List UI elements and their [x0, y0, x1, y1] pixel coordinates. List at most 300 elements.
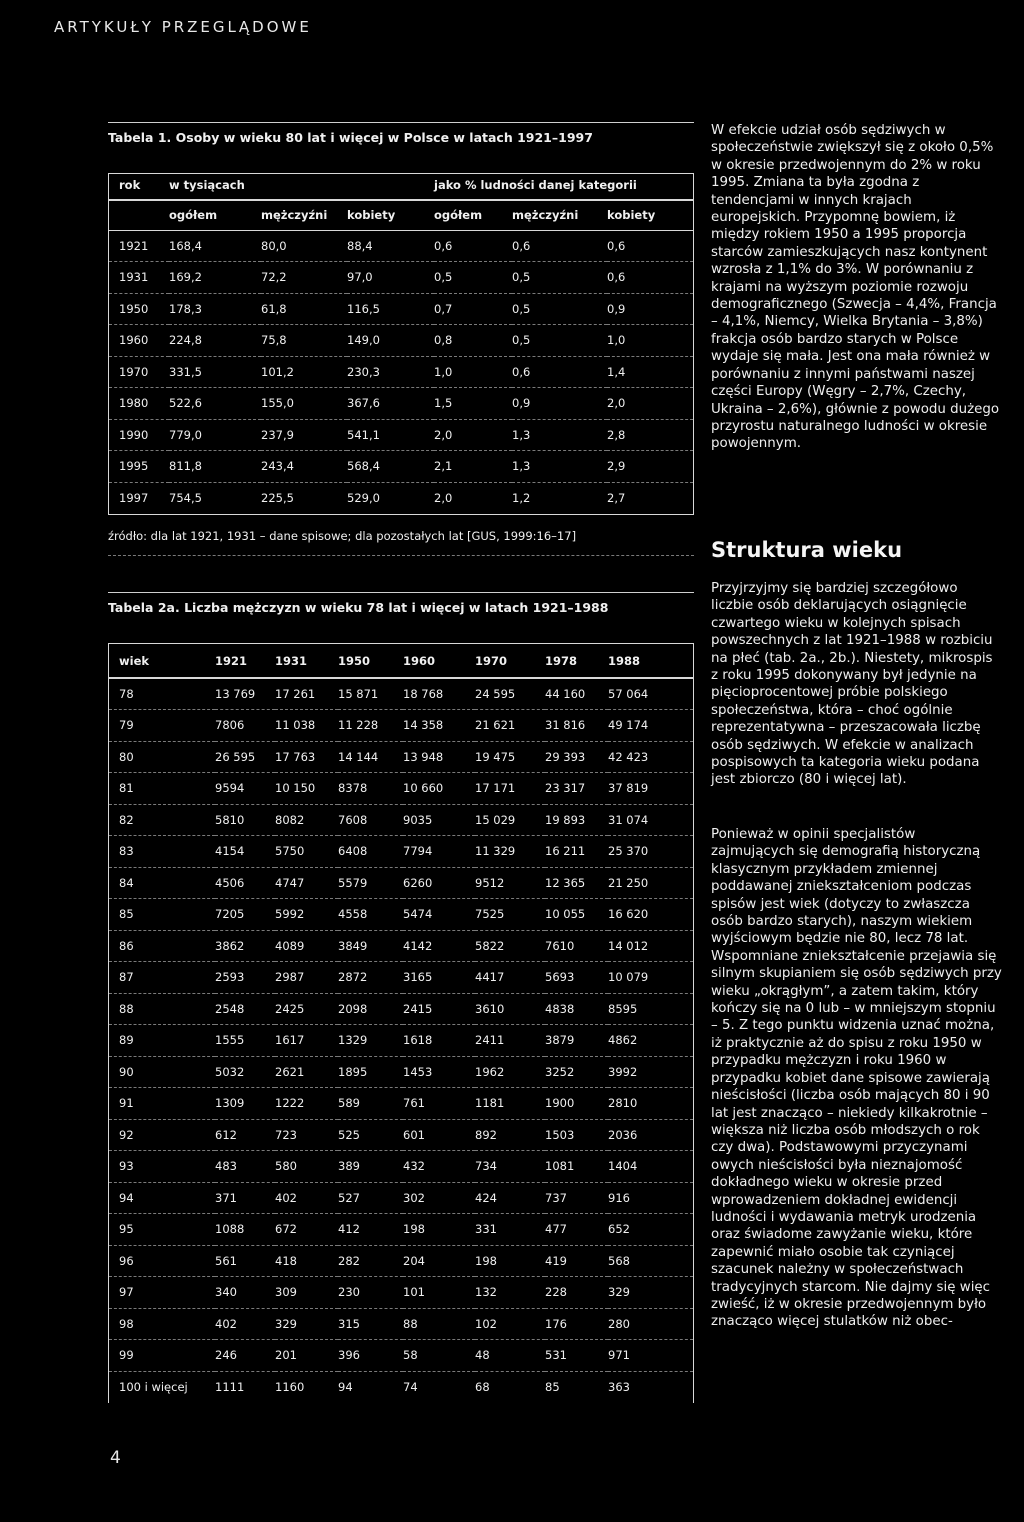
- table-cell: 329: [608, 1277, 693, 1309]
- table-cell: 75,8: [261, 325, 347, 357]
- table-cell: 7806: [215, 710, 275, 742]
- table-cell: 529,0: [347, 491, 380, 505]
- table-cell: 15 871: [338, 678, 403, 710]
- table-cell: 280: [608, 1308, 693, 1340]
- table-cell: 228: [545, 1277, 608, 1309]
- table-cell: 243,4: [261, 451, 347, 483]
- table-cell: 0,9: [512, 388, 607, 420]
- table-cell: 4558: [338, 899, 403, 931]
- table-2a-header: 1950: [338, 644, 403, 678]
- table-cell: 21 250: [608, 867, 693, 899]
- table-2a-caption: Tabela 2a. Liczba mężczyzn w wieku 78 lat i więcej w latach 1921–1988: [108, 600, 609, 615]
- table-cell: 42 423: [608, 741, 693, 773]
- row-label-cell: 1995: [109, 451, 169, 483]
- table-cell: 282: [338, 1245, 403, 1277]
- table-cell: 88: [403, 1308, 475, 1340]
- table-cell: 11 038: [275, 710, 338, 742]
- table-cell: 1,0: [434, 356, 512, 388]
- table-cell: 13 948: [403, 741, 475, 773]
- table-cell: 527: [338, 1182, 403, 1214]
- table-cell: 0,6: [512, 230, 607, 262]
- table-cell: 1329: [338, 1025, 403, 1057]
- table-cell: 568,4: [347, 451, 434, 483]
- table-cell: 5822: [475, 930, 545, 962]
- table-cell: 412: [338, 1214, 403, 1246]
- table-cell: 6408: [338, 836, 403, 868]
- table-cell: 14 012: [608, 930, 693, 962]
- table-cell: 7610: [545, 930, 608, 962]
- table-1: [108, 122, 694, 556]
- table-cell: 1962: [475, 1056, 545, 1088]
- table-cell: 315: [338, 1308, 403, 1340]
- row-label-cell: 84: [109, 867, 215, 899]
- table-cell: 2,0: [434, 491, 453, 505]
- table-cell: 3862: [215, 930, 275, 962]
- table-cell: 396: [338, 1340, 403, 1372]
- table-1-subheader: ogółem: [169, 200, 261, 230]
- table-cell: 340: [215, 1277, 275, 1309]
- table-cell: 4089: [275, 930, 338, 962]
- table-cell: 2621: [275, 1056, 338, 1088]
- table-cell: 371: [215, 1182, 275, 1214]
- table-cell: 4838: [545, 993, 608, 1025]
- table-row: [109, 262, 693, 294]
- table-cell: 101,2: [261, 356, 347, 388]
- row-label-cell: 90: [109, 1056, 215, 1088]
- table-cell: 176: [545, 1308, 608, 1340]
- table-cell: 7608: [338, 804, 403, 836]
- table-cell: 19 475: [475, 741, 545, 773]
- row-label-cell: 89: [109, 1025, 215, 1057]
- table-cell: 580: [275, 1151, 338, 1183]
- table-row: [109, 1277, 693, 1309]
- table-cell: 2593: [215, 962, 275, 994]
- table-cell: 17 763: [275, 741, 338, 773]
- table-cell: 1555: [215, 1025, 275, 1057]
- row-label-cell: 79: [109, 710, 215, 742]
- table-row: [109, 1214, 693, 1246]
- row-label-cell: 100 i więcej: [119, 1380, 188, 1394]
- table-cell: 68: [475, 1380, 490, 1394]
- table-cell: 85: [545, 1380, 560, 1394]
- table-cell: 237,9: [261, 419, 347, 451]
- table-cell: 0,6: [607, 230, 693, 262]
- row-label-cell: 1950: [109, 293, 169, 325]
- table-cell: 2,0: [434, 419, 512, 451]
- row-label-cell: 81: [109, 773, 215, 805]
- table-cell: 0,9: [607, 293, 693, 325]
- table-cell: 198: [475, 1245, 545, 1277]
- table-row: [109, 1119, 693, 1151]
- table-cell: 58: [403, 1340, 475, 1372]
- row-label-cell: 95: [109, 1214, 215, 1246]
- table-cell: 2415: [403, 993, 475, 1025]
- table-cell: 49 174: [608, 710, 693, 742]
- table-cell: 5992: [275, 899, 338, 931]
- table-cell: 0,5: [512, 325, 607, 357]
- table-cell: 11 228: [338, 710, 403, 742]
- row-label-cell: 1997: [119, 491, 149, 505]
- table-cell: 424: [475, 1182, 545, 1214]
- table-row: [109, 710, 693, 742]
- table-cell: 14 144: [338, 741, 403, 773]
- table-cell: 3165: [403, 962, 475, 994]
- table-cell: 8378: [338, 773, 403, 805]
- table-1-header-group-thousands: w tysiącach: [169, 174, 434, 200]
- table-cell: 1111: [215, 1380, 245, 1394]
- table-cell: 5474: [403, 899, 475, 931]
- row-label-cell: 1980: [109, 388, 169, 420]
- table-cell: 363: [608, 1380, 630, 1394]
- table-cell: 0,7: [434, 293, 512, 325]
- table-row: [109, 482, 693, 514]
- table-row: [109, 1056, 693, 1088]
- table-cell: 2036: [608, 1119, 693, 1151]
- table-row: [109, 993, 693, 1025]
- table-cell: 2411: [475, 1025, 545, 1057]
- table-cell: 102: [475, 1308, 545, 1340]
- section-heading: Struktura wieku: [711, 538, 903, 562]
- table-cell: 48: [475, 1340, 545, 1372]
- table-cell: 23 317: [545, 773, 608, 805]
- table-cell: 1404: [608, 1151, 693, 1183]
- table-cell: 7794: [403, 836, 475, 868]
- table-cell: 31 816: [545, 710, 608, 742]
- table-cell: 522,6: [169, 388, 261, 420]
- table-1-subheader: kobiety: [607, 200, 693, 230]
- row-label-cell: 91: [109, 1088, 215, 1120]
- table-cell: 3992: [608, 1056, 693, 1088]
- table-cell: 419: [545, 1245, 608, 1277]
- table-cell: 80,0: [261, 230, 347, 262]
- table-row: [109, 1340, 693, 1372]
- running-header: ARTYKUŁY PRZEGLĄDOWE: [54, 18, 312, 36]
- table-cell: 26 595: [215, 741, 275, 773]
- table-cell: 525: [338, 1119, 403, 1151]
- table-cell: 0,8: [434, 325, 512, 357]
- table-cell: 21 621: [475, 710, 545, 742]
- table-cell: 178,3: [169, 293, 261, 325]
- table-cell: 1181: [475, 1088, 545, 1120]
- table-cell: 402: [275, 1182, 338, 1214]
- table-2a: [108, 592, 694, 1403]
- table-row: [109, 451, 693, 483]
- table-row: [109, 419, 693, 451]
- table-row: [109, 325, 693, 357]
- table-cell: 230,3: [347, 356, 434, 388]
- table-cell: 149,0: [347, 325, 434, 357]
- table-cell: 331: [475, 1214, 545, 1246]
- table-cell: 0,6: [512, 356, 607, 388]
- table-cell: 169,2: [169, 262, 261, 294]
- table-row: [109, 741, 693, 773]
- table-cell: 2,8: [607, 419, 693, 451]
- table-cell: 1503: [545, 1119, 608, 1151]
- table-row: [109, 356, 693, 388]
- table-cell: 4154: [215, 836, 275, 868]
- table-row: [109, 230, 693, 262]
- table-cell: 57 064: [608, 678, 693, 710]
- table-row: [109, 678, 693, 710]
- table-row: [109, 930, 693, 962]
- table-cell: 4747: [275, 867, 338, 899]
- table-cell: 1895: [338, 1056, 403, 1088]
- table-row: [109, 773, 693, 805]
- table-cell: 2,7: [607, 491, 626, 505]
- table-cell: 2,0: [607, 388, 693, 420]
- table-cell: 2987: [275, 962, 338, 994]
- row-label-cell: 99: [109, 1340, 215, 1372]
- table-cell: 37 819: [608, 773, 693, 805]
- table-2a-header: 1970: [475, 644, 545, 678]
- table-cell: 201: [275, 1340, 338, 1372]
- table-cell: 892: [475, 1119, 545, 1151]
- row-label-cell: 93: [109, 1151, 215, 1183]
- table-cell: 24 595: [475, 678, 545, 710]
- table-2a-frame: [108, 643, 694, 1403]
- row-label-cell: 97: [109, 1277, 215, 1309]
- table-cell: 309: [275, 1277, 338, 1309]
- table-cell: 17 171: [475, 773, 545, 805]
- table-cell: 477: [545, 1214, 608, 1246]
- table-cell: 101: [403, 1277, 475, 1309]
- table-row: [109, 962, 693, 994]
- table-cell: 1,3: [512, 419, 607, 451]
- table-row: [109, 1151, 693, 1183]
- table-cell: 1,2: [512, 491, 531, 505]
- body-paragraph-2: Przyjrzyjmy się bardziej szczegółowo liczbie osób deklarujących osiągnięcie czwartego wieku w kolejnych spisach powszechnych z lat 1921–1988 w rozbiciu na płeć (tab. 2a., 2b.). Niestety, mikrospis z roku 1995 dokonywany był jedynie na pięcioprocentowej próbie polskiego społeczeństwa, która – choć ogólnie reprezentatywna – przeszacowała liczbę osób sędziwych. W efekcie w analizach pospisowych ta kategoria wieku podana jest zbiorczo (80 i więcej lat).: [711, 581, 993, 788]
- table-cell: 916: [608, 1182, 693, 1214]
- row-label-cell: 1931: [109, 262, 169, 294]
- table-cell: 10 055: [545, 899, 608, 931]
- table-cell: 61,8: [261, 293, 347, 325]
- table-2a-header: 1978: [545, 644, 608, 678]
- table-cell: 754,5: [169, 491, 202, 505]
- table-row: [109, 804, 693, 836]
- table-cell: 230: [338, 1277, 403, 1309]
- table-cell: 155,0: [261, 388, 347, 420]
- table-cell: 1081: [545, 1151, 608, 1183]
- table-1-subheader: mężczyźni: [512, 200, 607, 230]
- table-cell: 2810: [608, 1088, 693, 1120]
- table-cell: 168,4: [169, 230, 261, 262]
- table-1-header-group-percent: jako % ludności danej kategorii: [434, 174, 693, 200]
- row-label-cell: 98: [109, 1308, 215, 1340]
- table-cell: 18 768: [403, 678, 475, 710]
- table-cell: 1,5: [434, 388, 512, 420]
- table-cell: 4417: [475, 962, 545, 994]
- table-cell: 561: [215, 1245, 275, 1277]
- table-1-source-note: źródło: dla lat 1921, 1931 – dane spisowe; dla pozostałych lat [GUS, 1999:16–17]: [108, 529, 694, 556]
- table-cell: 5579: [338, 867, 403, 899]
- table-row: [109, 1182, 693, 1214]
- row-label-cell: 1921: [109, 230, 169, 262]
- table-cell: 723: [275, 1119, 338, 1151]
- table-cell: 2425: [275, 993, 338, 1025]
- row-label-cell: 96: [109, 1245, 215, 1277]
- table-1-frame: [108, 173, 694, 515]
- table-cell: 19 893: [545, 804, 608, 836]
- table-row: [109, 1245, 693, 1277]
- table-cell: 389: [338, 1151, 403, 1183]
- table-cell: 5693: [545, 962, 608, 994]
- table-row: [109, 1088, 693, 1120]
- table-row: [109, 1025, 693, 1057]
- table-cell: 3849: [338, 930, 403, 962]
- table-cell: 1617: [275, 1025, 338, 1057]
- table-cell: 1160: [275, 1380, 305, 1394]
- table-cell: 1453: [403, 1056, 475, 1088]
- table-cell: 3879: [545, 1025, 608, 1057]
- page-number: 4: [110, 1448, 121, 1468]
- table-1-body: [109, 230, 693, 514]
- table-cell: 1222: [275, 1088, 338, 1120]
- row-label-cell: 87: [109, 962, 215, 994]
- table-cell: 246: [215, 1340, 275, 1372]
- row-label-cell: 80: [109, 741, 215, 773]
- table-cell: 0,5: [512, 262, 607, 294]
- table-cell: 761: [403, 1088, 475, 1120]
- table-cell: 88,4: [347, 230, 434, 262]
- table-cell: 6260: [403, 867, 475, 899]
- table-cell: 5810: [215, 804, 275, 836]
- row-label-cell: 78: [109, 678, 215, 710]
- table-cell: 11 329: [475, 836, 545, 868]
- table-2a-header: 1931: [275, 644, 338, 678]
- row-label-cell: 92: [109, 1119, 215, 1151]
- table-cell: 44 160: [545, 678, 608, 710]
- table-cell: 4142: [403, 930, 475, 962]
- table-row: [109, 1308, 693, 1340]
- table-cell: 2548: [215, 993, 275, 1025]
- table-cell: 432: [403, 1151, 475, 1183]
- table-cell: 204: [403, 1245, 475, 1277]
- table-cell: 12 365: [545, 867, 608, 899]
- table-row: [109, 293, 693, 325]
- row-label-cell: 85: [109, 899, 215, 931]
- row-label-cell: 1970: [109, 356, 169, 388]
- table-cell: 971: [608, 1340, 693, 1372]
- row-label-cell: 83: [109, 836, 215, 868]
- table-1-header-rok: rok: [109, 174, 169, 200]
- table-cell: 612: [215, 1119, 275, 1151]
- table-cell: 4862: [608, 1025, 693, 1057]
- table-cell: 4506: [215, 867, 275, 899]
- table-cell: 0,5: [434, 262, 512, 294]
- table-2a-header: 1988: [608, 644, 693, 678]
- table-row: [109, 388, 693, 420]
- row-label-cell: 82: [109, 804, 215, 836]
- table-cell: 811,8: [169, 451, 261, 483]
- table-cell: 1618: [403, 1025, 475, 1057]
- body-paragraph-1: W efekcie udział osób sędziwych w społeczeństwie zwiększył się z około 0,5% w okresie przedwojennym do 2% w roku 1995. Zmiana ta była zgodna z tendencjami w innych krajach europejskich. Przypomnę bowiem, iż między rokiem 1950 a 1995 proporcja starców zamieszkujących nasz kontynent wzrosła z 1,1% do 3%. W porównaniu z krajami na wyższym poziomie rozwoju demograficznego (Szwecja – 4,4%, Francja – 4,1%, Niemcy, Wielka Brytania – 3,8%) frakcja osób bardzo starych w Polsce wydaje się mała. Jest ona mała również w porównaniu z innymi państwami naszej części Europy (Węgry – 2,7%, Czechy, Ukraina – 2,6%), głównie z powodu dużego przyrostu naturalnego ludności w okresie powojennym.: [711, 123, 1000, 452]
- table-cell: 1,0: [607, 325, 693, 357]
- table-cell: 29 393: [545, 741, 608, 773]
- table-cell: 2098: [338, 993, 403, 1025]
- table-cell: 10 079: [608, 962, 693, 994]
- table-2a-header: 1921: [215, 644, 275, 678]
- table-cell: 5750: [275, 836, 338, 868]
- table-cell: 8595: [608, 993, 693, 1025]
- table-2a-header: wiek: [109, 644, 215, 678]
- table-row: [109, 1371, 693, 1403]
- table-cell: 3252: [545, 1056, 608, 1088]
- table-1-subheader: mężczyźni: [261, 200, 347, 230]
- table-cell: 74: [403, 1380, 418, 1394]
- table-cell: 9035: [403, 804, 475, 836]
- table-cell: 329: [275, 1308, 338, 1340]
- table-cell: 31 074: [608, 804, 693, 836]
- table-1-caption: Tabela 1. Osoby w wieku 80 lat i więcej w Polsce w latach 1921–1997: [108, 130, 593, 145]
- table-cell: 483: [215, 1151, 275, 1183]
- table-cell: 402: [215, 1308, 275, 1340]
- table-cell: 10 150: [275, 773, 338, 805]
- table-cell: 25 370: [608, 836, 693, 868]
- table-cell: 7525: [475, 899, 545, 931]
- row-label-cell: 1960: [109, 325, 169, 357]
- table-cell: 2872: [338, 962, 403, 994]
- table-cell: 14 358: [403, 710, 475, 742]
- table-row: [109, 867, 693, 899]
- row-label-cell: 88: [109, 993, 215, 1025]
- table-1-subheader: ogółem: [434, 200, 512, 230]
- table-cell: 1,4: [607, 356, 693, 388]
- table-cell: 734: [475, 1151, 545, 1183]
- table-cell: 779,0: [169, 419, 261, 451]
- table-cell: 97,0: [347, 262, 434, 294]
- table-2a-body: [109, 678, 693, 1403]
- table-cell: 94: [338, 1380, 353, 1394]
- table-cell: 8082: [275, 804, 338, 836]
- table-1-subheader: kobiety: [347, 200, 434, 230]
- table-cell: 331,5: [169, 356, 261, 388]
- table-cell: 16 620: [608, 899, 693, 931]
- table-cell: 418: [275, 1245, 338, 1277]
- table-cell: 10 660: [403, 773, 475, 805]
- table-cell: 2,9: [607, 451, 693, 483]
- table-cell: 9512: [475, 867, 545, 899]
- table-cell: 13 769: [215, 678, 275, 710]
- table-cell: 737: [545, 1182, 608, 1214]
- table-cell: 9594: [215, 773, 275, 805]
- table-cell: 15 029: [475, 804, 545, 836]
- table-cell: 116,5: [347, 293, 434, 325]
- table-cell: 1088: [215, 1214, 275, 1246]
- table-cell: 601: [403, 1119, 475, 1151]
- table-cell: 225,5: [261, 491, 294, 505]
- table-cell: 5032: [215, 1056, 275, 1088]
- table-cell: 7205: [215, 899, 275, 931]
- table-cell: 302: [403, 1182, 475, 1214]
- table-cell: 72,2: [261, 262, 347, 294]
- table-cell: 17 261: [275, 678, 338, 710]
- body-paragraph-3: Ponieważ w opinii specjalistów zajmujących się demografią historyczną klasycznym przykładem zmiennej poddawanej zniekształceniom podczas spisów jest wiek (dotyczy to zwłaszcza osób bardzo starych), naszym wiekiem wyjściowym będzie nie 80, lecz 78 lat. Wspomniane zniekształcenie przejawia się silnym skupianiem się osób sędziwych przy wieku „okrągłym”, a zatem takim, który kończy się na 0 lub – w mniejszym stopniu – 5. Z tego punktu widzenia uznać można, iż praktycznie aż do spisu z roku 1950 w przypadku mężczyzn i roku 1960 w przypadku kobiet dane spisowe zawierają nieścisłości (liczba osób mających 80 i 90 lat jest znacząco – niekiedy kilkakrotnie – większa niż liczba osób młodszych o rok czy dwa). Podstawowymi przyczynami owych nieścisłości była nieznajomość dokładnego wieku w okresie przed wprowadzeniem dokładnej ewidencji ludności i wydawania metryk urodzenia oraz świadome zawyżanie wieku, które zapewnić miało osobie tak czyniącej szacunek należny w społeczeństwach tradycyjnych starcom. Nie dajmy się więc zwieść, iż w okresie przedwojennym było znacząco więcej stulatków niż obec-: [711, 827, 1002, 1330]
- table-cell: 132: [475, 1277, 545, 1309]
- table-cell: 531: [545, 1340, 608, 1372]
- table-2a-header: 1960: [403, 644, 475, 678]
- table-cell: 198: [403, 1214, 475, 1246]
- table-cell: 568: [608, 1245, 693, 1277]
- table-cell: 367,6: [347, 388, 434, 420]
- table-cell: 224,8: [169, 325, 261, 357]
- table-cell: 541,1: [347, 419, 434, 451]
- row-label-cell: 94: [109, 1182, 215, 1214]
- table-cell: 16 211: [545, 836, 608, 868]
- table-cell: 589: [338, 1088, 403, 1120]
- table-cell: 0,5: [512, 293, 607, 325]
- table-cell: 1309: [215, 1088, 275, 1120]
- row-label-cell: 86: [109, 930, 215, 962]
